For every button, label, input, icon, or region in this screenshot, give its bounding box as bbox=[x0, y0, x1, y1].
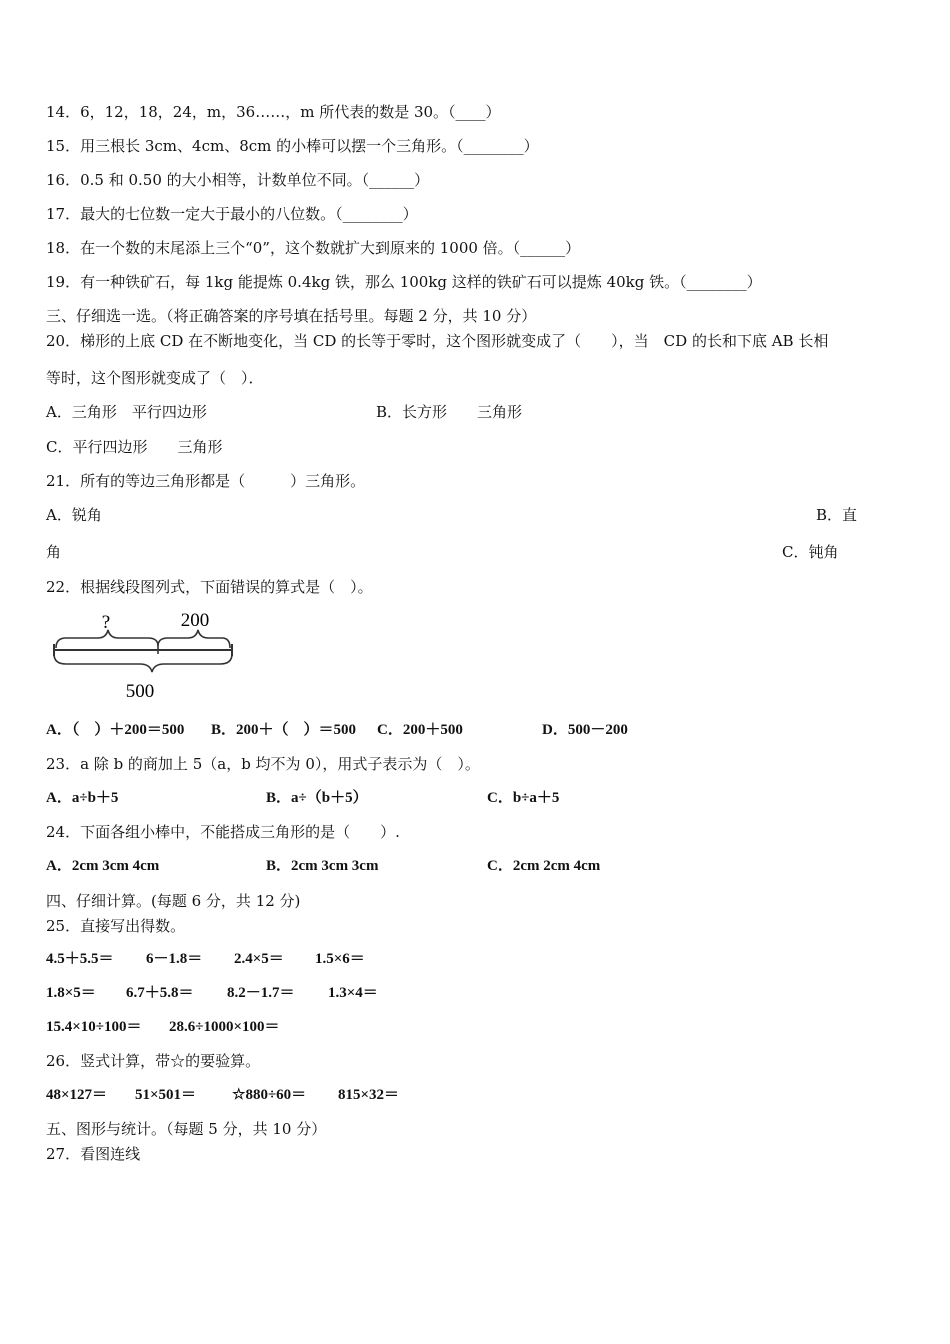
section-3-heading: 三、仔细选一选。（将正确答案的序号填在括号里。每题 2 分，共 10 分） bbox=[46, 307, 537, 325]
q22-option-b: B．200＋（ ）＝500 bbox=[211, 722, 357, 738]
question-22: 22．根据线段图列式，下面错误的算式是（ ）。 bbox=[46, 578, 373, 596]
question-15: 15．用三根长 3cm、4cm、8cm 的小棒可以摆一个三角形。（________） bbox=[46, 137, 539, 155]
part-label: 200 bbox=[180, 610, 210, 631]
question-16: 16．0.5 和 0.50 的大小相等，计数单位不同。（______） bbox=[46, 171, 430, 189]
q21-option-b-continued: 角 bbox=[46, 543, 62, 561]
top-left-brace bbox=[56, 630, 158, 648]
q21-option-b: B．直 bbox=[816, 506, 858, 524]
line-segment-diagram bbox=[48, 602, 238, 704]
question-17: 17．最大的七位数一定大于最小的八位数。（________） bbox=[46, 205, 418, 223]
question-20-line-2: 等时，这个图形就变成了（ ）． bbox=[46, 369, 264, 387]
question-18: 18．在一个数的末尾添上三个“0”，这个数就扩大到原来的 1000 倍。（______） bbox=[46, 239, 581, 257]
calc-item: 1.8×5＝ bbox=[46, 985, 96, 1001]
top-right-brace bbox=[158, 630, 230, 648]
q21-option-c: C．钝角 bbox=[782, 543, 839, 561]
calc-item: 2.4×5＝ bbox=[234, 951, 284, 967]
question-23: 23．a 除 b 的商加上 5（a，b 均不为 0），用式子表示为（ ）。 bbox=[46, 755, 480, 773]
question-24: 24．下面各组小棒中，不能搭成三角形的是（ ）. bbox=[46, 823, 400, 841]
vertical-calc-item: 48×127＝ bbox=[46, 1087, 108, 1103]
calc-item: 6.7＋5.8＝ bbox=[126, 985, 194, 1001]
vertical-calc-item: ☆880÷60＝ bbox=[232, 1087, 307, 1103]
question-14: 14．6，12，18，24，m，36……，m 所代表的数是 30。（____） bbox=[46, 103, 501, 121]
calc-item: 1.3×4＝ bbox=[328, 985, 378, 1001]
q22-option-c: C．200＋500 bbox=[377, 722, 463, 738]
calc-item: 15.4×10÷100＝ bbox=[46, 1019, 142, 1035]
question-25: 25．直接写出得数。 bbox=[46, 917, 186, 935]
q23-option-a: A．a÷b＋5 bbox=[46, 790, 119, 806]
q20-option-c: C．平行四边形 三角形 bbox=[46, 438, 223, 456]
section-5-heading: 五、图形与统计。（每题 5 分，共 10 分） bbox=[46, 1120, 327, 1138]
question-27: 27．看图连线 bbox=[46, 1145, 141, 1163]
q20-option-a: A．三角形 平行四边形 bbox=[46, 403, 207, 421]
calc-item: 6－1.8＝ bbox=[146, 951, 203, 967]
unknown-label: ? bbox=[101, 612, 111, 633]
q24-option-a: A．2cm 3cm 4cm bbox=[46, 858, 160, 874]
vertical-calc-item: 51×501＝ bbox=[135, 1087, 197, 1103]
question-19: 19．有一种铁矿石，每 1kg 能提炼 0.4kg 铁，那么 100kg 这样的铁矿石可以提炼 40kg 铁。（________） bbox=[46, 273, 762, 291]
q22-option-a: A．（ ）＋200＝500 bbox=[46, 722, 185, 738]
calc-item: 8.2－1.7＝ bbox=[227, 985, 295, 1001]
q24-option-b: B．2cm 3cm 3cm bbox=[266, 858, 379, 874]
section-4-heading: 四、仔细计算。(每题 6 分，共 12 分) bbox=[46, 892, 301, 910]
q21-option-a: A．锐角 bbox=[46, 506, 102, 524]
vertical-calc-item: 815×32＝ bbox=[338, 1087, 400, 1103]
bottom-brace bbox=[54, 654, 232, 672]
q23-option-c: C．b÷a＋5 bbox=[487, 790, 560, 806]
question-26: 26．竖式计算，带☆的要验算。 bbox=[46, 1052, 261, 1070]
q23-option-b: B．a÷（b＋5） bbox=[266, 790, 368, 806]
question-20-line-1: 20．梯形的上底 CD 在不断地变化，当 CD 的长等于零时，这个图形就变成了（ ），当 CD 的长和下底 AB 长相 bbox=[46, 332, 829, 350]
q20-option-b: B．长方形 三角形 bbox=[376, 403, 523, 421]
q24-option-c: C．2cm 2cm 4cm bbox=[487, 858, 601, 874]
question-21: 21．所有的等边三角形都是（ ）三角形。 bbox=[46, 472, 366, 490]
calc-item: 4.5＋5.5＝ bbox=[46, 951, 114, 967]
total-label: 500 bbox=[125, 681, 155, 702]
q22-option-d: D．500－200 bbox=[542, 722, 628, 738]
calc-item: 28.6÷1000×100＝ bbox=[169, 1019, 280, 1035]
calc-item: 1.5×6＝ bbox=[315, 951, 365, 967]
